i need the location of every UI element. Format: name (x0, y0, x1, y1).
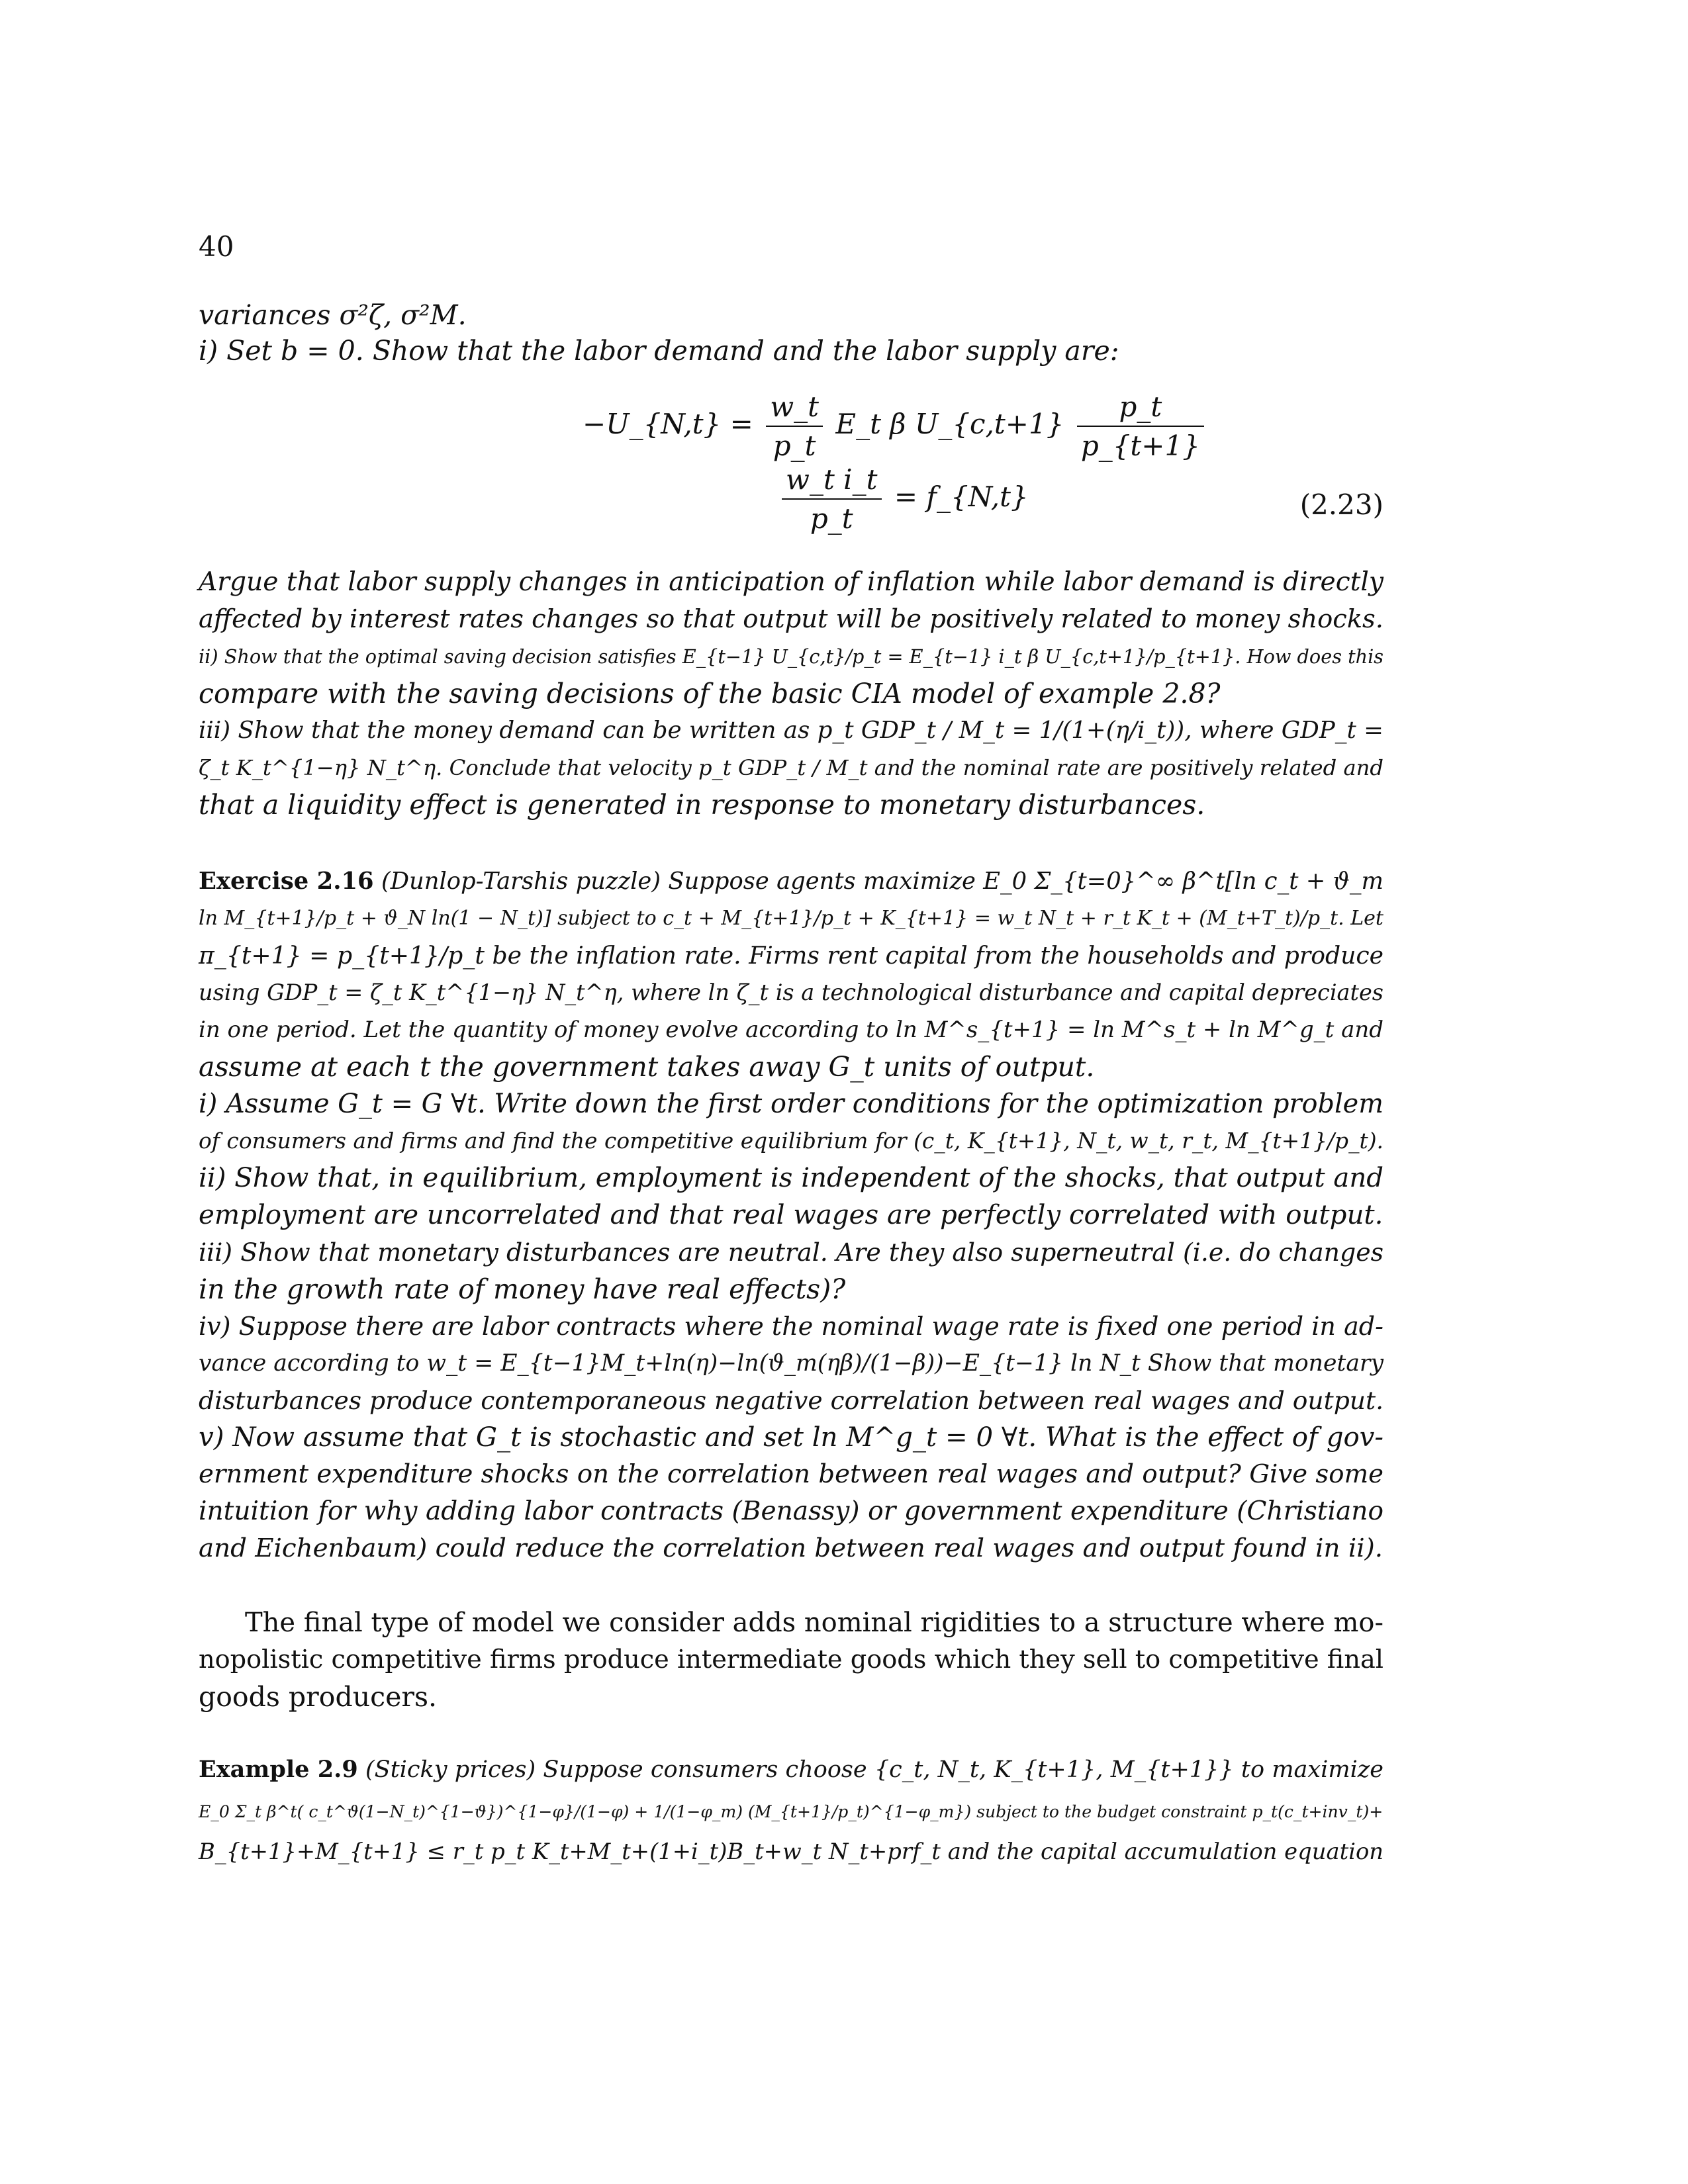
exercise-first-line (199, 863, 1383, 900)
equation-number: (2.23) (1299, 488, 1383, 521)
exercise-line: i) Assume G_t = G ∀t. Write down the first order conditions for the optimization problem (199, 1089, 1383, 1119)
exercise-line: v) Now assume that G_t is stochastic and set ln M^g_t = 0 ∀t. What is the effect of gov- (199, 1422, 1383, 1453)
exercise-line: in the growth rate of money have real effects)? (199, 1273, 846, 1305)
text-line: i) Set b = 0. Show that the labor demand and the labor supply are: (199, 335, 1119, 367)
exercise-line: vance according to w_t = E_{t−1}M_t+ln(η)−ln(ϑ_m(ηβ)/(1−β))−E_{t−1} ln N_t Show that monetary (199, 1350, 1383, 1377)
exercise-line: ernment expenditure shocks on the correlation between real wages and output? Give some (199, 1459, 1383, 1489)
text-line: Argue that labor supply changes in anticipation of inflation while labor demand is directly (199, 567, 1384, 597)
example-line: E_0 Σ_t β^t( c_t^ϑ(1−N_t)^{1−ϑ})^{1−φ}/(1−φ) + 1/(1−φ_m) (M_{t+1}/p_t)^{1−φ_m}) subject to the budget constraint p_t(c_t+inv_t)+ (199, 1802, 1383, 1821)
example-first-line (199, 1751, 1383, 1788)
exercise-line: and Eichenbaum) could reduce the correlation between real wages and output found in ii). (199, 1533, 1383, 1563)
exercise-line: assume at each t the government takes away G_t units of output. (199, 1051, 1095, 1083)
text-line: iii) Show that the money demand can be written as p_t GDP_t / M_t = 1/(1+(η/i_t)), where GDP_t = (199, 717, 1383, 744)
eq1-frac2-num: p_t (1077, 390, 1204, 427)
exercise-line: using GDP_t = ζ_t K_t^{1−η} N_t^η, where ln ζ_t is a technological disturbance and capital depreciates (199, 979, 1383, 1005)
equation-labor-supply (778, 463, 1029, 535)
eq1-fraction-price (1077, 390, 1204, 462)
exercise-line: employment are uncorrelated and that real wages are perfectly correlated with output. (199, 1199, 1383, 1230)
eq2-frac-den: p_t (810, 502, 853, 535)
paragraph-line: nopolistic competitive firms produce intermediate goods which they sell to competitive final (199, 1645, 1383, 1674)
eq2-rhs: = f_{N,t} (894, 480, 1029, 513)
eq1-frac1-num: w_t (766, 390, 823, 427)
paragraph-line: The final type of model we consider adds nominal rigidities to a structure where mo- (245, 1608, 1383, 1638)
paragraph-line: goods producers. (199, 1681, 438, 1713)
exercise-label: Exercise 2.16 (199, 868, 374, 895)
exercise-line: (Dunlop-Tarshis puzzle) Suppose agents maximize E_0 Σ_{t=0}^∞ β^t[ln c_t + ϑ_m (381, 868, 1383, 895)
exercise-line: disturbances produce contemporaneous negative correlation between real wages and output. (199, 1386, 1384, 1415)
eq2-fraction (782, 463, 882, 535)
exercise-line: in one period. Let the quantity of money evolve according to ln M^s_{t+1} = ln M^s_t + ln M^g_t and (199, 1017, 1383, 1043)
exercise-line: π_{t+1} = p_{t+1}/p_t be the inflation rate. Firms rent capital from the households and produce (199, 941, 1383, 970)
exercise-line: iv) Suppose there are labor contracts where the nominal wage rate is fixed one period in ad- (199, 1312, 1383, 1341)
eq1-lhs: −U_{N,t} = (583, 408, 753, 440)
eq1-mid: E_t β U_{c,t+1} (835, 408, 1064, 440)
example-line: (Sticky prices) Suppose consumers choose {c_t, N_t, K_{t+1}, M_{t+1}} to maximize (365, 1756, 1383, 1783)
exercise-line: iii) Show that monetary disturbances are neutral. Are they also superneutral (i.e. do changes (199, 1238, 1383, 1267)
exercise-line: intuition for why adding labor contracts (Benassy) or government expenditure (Christiano (199, 1496, 1383, 1526)
eq2-frac-num: w_t i_t (782, 463, 882, 500)
text-line: affected by interest rates changes so that output will be positively related to money shocks. (199, 604, 1383, 634)
equation-labor-demand (583, 390, 1208, 462)
exercise-line: ln M_{t+1}/p_t + ϑ_N ln(1 − N_t)] subject to c_t + M_{t+1}/p_t + K_{t+1} = w_t N_t + r_t K_t + (M_t+T_t)/p_t. Let (199, 907, 1383, 930)
exercise-line: of consumers and firms and find the competitive equilibrium for (c_t, K_{t+1}, N_t, w_t, r_t, M_{t+1}/p_t). (199, 1128, 1383, 1154)
eq1-fraction-wage (766, 390, 823, 462)
text-line: ζ_t K_t^{1−η} N_t^η. Conclude that velocity p_t GDP_t / M_t and the nominal rate are positively related and (199, 755, 1383, 780)
example-label: Example 2.9 (199, 1756, 358, 1783)
page-number: 40 (199, 230, 234, 263)
eq1-frac1-den: p_t (773, 430, 816, 462)
eq1-frac2-den: p_{t+1} (1080, 430, 1200, 462)
text-line: compare with the saving decisions of the basic CIA model of example 2.8? (199, 678, 1221, 709)
exercise-line: ii) Show that, in equilibrium, employment is independent of the shocks, that output and (199, 1163, 1383, 1193)
text-line: that a liquidity effect is generated in response to monetary disturbances. (199, 789, 1205, 821)
example-line: B_{t+1}+M_{t+1} ≤ r_t p_t K_t+M_t+(1+i_t)B_t+w_t N_t+prf_t and the capital accumulation equation (199, 1839, 1383, 1864)
text-line: ii) Show that the optimal saving decision satisfies E_{t−1} U_{c,t}/p_t = E_{t−1} i_t β U_{c,t+1}/p_{t+1}. How does this (199, 645, 1383, 668)
text-line: variances σ²ζ, σ²M. (199, 299, 467, 331)
